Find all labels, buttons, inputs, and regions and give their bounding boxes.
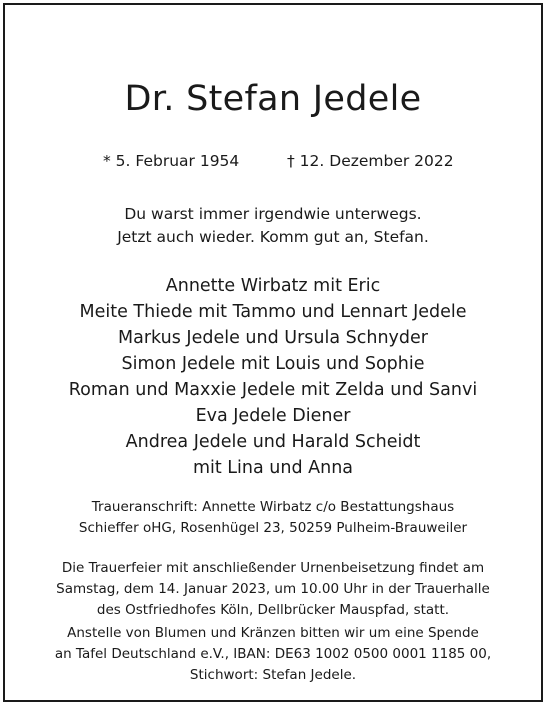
donation-line: Anstelle von Blumen und Kränzen bitten wir um eine Spende xyxy=(67,625,479,641)
donation-request xyxy=(5,623,541,686)
death-date: † 12. Dezember 2022 xyxy=(287,152,454,170)
farewell-quote xyxy=(5,203,541,249)
donation-line: Stichwort: Stefan Jedele. xyxy=(189,667,357,683)
mourners-list xyxy=(5,273,541,481)
mourner-line: Eva Jedele Diener xyxy=(195,406,351,426)
ceremony-info xyxy=(5,558,541,621)
mourner-line: Andrea Jedele und Harald Scheidt xyxy=(125,432,421,452)
ceremony-line: Samstag, dem 14. Januar 2023, um 10.00 Uhr in der Trauerhalle xyxy=(56,581,490,597)
mourner-line: Markus Jedele und Ursula Schnyder xyxy=(118,328,428,348)
mourner-line: Simon Jedele mit Louis und Sophie xyxy=(121,354,425,374)
obituary-notice xyxy=(3,3,543,702)
mourner-line: Meite Thiede mit Tammo und Lennart Jedele xyxy=(79,302,467,322)
birth-date: * 5. Februar 1954 xyxy=(103,152,240,170)
ceremony-line: des Ostfriedhofes Köln, Dellbrücker Mauspfad, statt. xyxy=(96,602,450,618)
deceased-name: Dr. Stefan Jedele xyxy=(124,79,422,119)
mourning-address xyxy=(5,497,541,539)
mourner-line: Roman und Maxxie Jedele mit Zelda und Sanvi xyxy=(68,380,478,400)
donation-line: an Tafel Deutschland e.V., IBAN: DE63 1002 0500 0001 1185 00, xyxy=(54,646,492,662)
quote-line: Jetzt auch wieder. Komm gut an, Stefan. xyxy=(117,228,429,246)
mourner-line: Annette Wirbatz mit Eric xyxy=(165,276,381,296)
address-line: Traueranschrift: Annette Wirbatz c/o Bestattungshaus xyxy=(91,499,455,515)
ceremony-line: Die Trauerfeier mit anschließender Urnenbeisetzung findet am xyxy=(61,560,485,576)
quote-line: Du warst immer irgendwie unterwegs. xyxy=(124,205,422,223)
mourner-line: mit Lina und Anna xyxy=(192,458,354,478)
life-dates xyxy=(5,149,541,173)
address-line: Schieffer oHG, Rosenhügel 23, 50259 Pulheim-Brauweiler xyxy=(78,520,468,536)
